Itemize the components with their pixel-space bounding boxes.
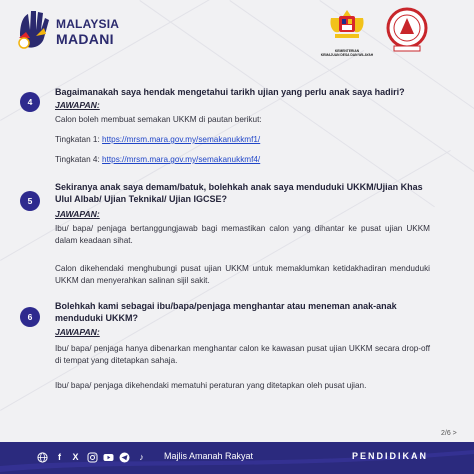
jata-negara-crest (318, 8, 376, 60)
youtube-icon[interactable] (103, 452, 114, 463)
brand-line1: MALAYSIA (56, 17, 120, 31)
question-number-badge: 6 (20, 307, 40, 327)
answer-paragraph: Ibu/ bapa/ penjaga dikehendaki mematuhi peraturan yang ditetapkan oleh pusat ujian. (55, 381, 367, 390)
header (0, 0, 474, 75)
facebook-icon[interactable]: f (58, 452, 61, 462)
link-prefix: Tingkatan 1: (55, 135, 103, 144)
answer-paragraph: Ibu/ bapa/ penjaga bertanggungjawab bagi memastikan calon yang dihantar ke pusat ujian UKKM dalam keadaan sihat. (55, 224, 430, 245)
semakan-form1-link[interactable]: https://mrsm.mara.gov.my/semakanukkmf1/ (102, 135, 261, 144)
question-4: Bagaimanakah saya hendak mengetahui tarikh ujian yang perlu anak saya hadiri? (55, 87, 405, 97)
answer-label: JAWAPAN: (55, 209, 100, 219)
answer-paragraph: Calon dikehendaki menghubungi pusat ujian UKKM untuk memaklumkan ketidakhadiran menduduki UKKM dan menyerahkan salinan sijil sakit. (55, 264, 430, 285)
link-prefix: Tingkatan 4: (55, 155, 103, 164)
answer-label: JAWAPAN: (55, 100, 100, 110)
question-number-badge: 4 (20, 92, 40, 112)
instagram-icon[interactable] (87, 452, 98, 463)
ministry-name: KEMENTERIAN KEMAJUAN DESA DAN WILAYAH (320, 49, 374, 57)
x-icon[interactable]: X (72, 452, 79, 462)
link-row-form1 (55, 134, 430, 146)
brand-line2: MADANI (56, 31, 114, 47)
question-6: Bolehkah kami sebagai ibu/bapa/penjaga menghantar atau meneman anak-anak menduduki UKKM? (55, 301, 397, 323)
footer-category: PENDIDIKAN (352, 451, 429, 461)
footer (0, 442, 474, 474)
malaysia-madani-logo (16, 8, 126, 52)
page-indicator[interactable]: 2/6 > (441, 430, 457, 437)
link-row-form4 (55, 154, 430, 166)
telegram-icon[interactable] (119, 452, 130, 463)
question-number-badge: 5 (20, 191, 40, 211)
madani-hand-icon (16, 8, 54, 50)
globe-icon[interactable] (37, 452, 48, 463)
semakan-form4-link[interactable]: https://mrsm.mara.gov.my/semakanukkmf4/ (102, 155, 261, 164)
answer-paragraph: Ibu/ bapa/ penjaga hanya dibenarkan menghantar calon ke kawasan pusat ujian UKKM secara drop-off di tempat yang ditetapkan sahaja. (55, 344, 430, 365)
tiktok-icon[interactable]: ♪ (139, 452, 144, 462)
mara-logo (384, 6, 430, 54)
footer-org-name: Majlis Amanah Rakyat (164, 451, 254, 461)
question-5: Sekiranya anak saya demam/batuk, bolehkah anak saya menduduki UKKM/Ujian Khas Ulul Albab/ Ujian Teknikal/ Ujian IGCSE? (55, 182, 423, 204)
crest-icon (327, 8, 367, 42)
answer-label: JAWAPAN: (55, 327, 100, 337)
answer-intro: Calon boleh membuat semakan UKKM di pautan berikut: (55, 115, 262, 124)
